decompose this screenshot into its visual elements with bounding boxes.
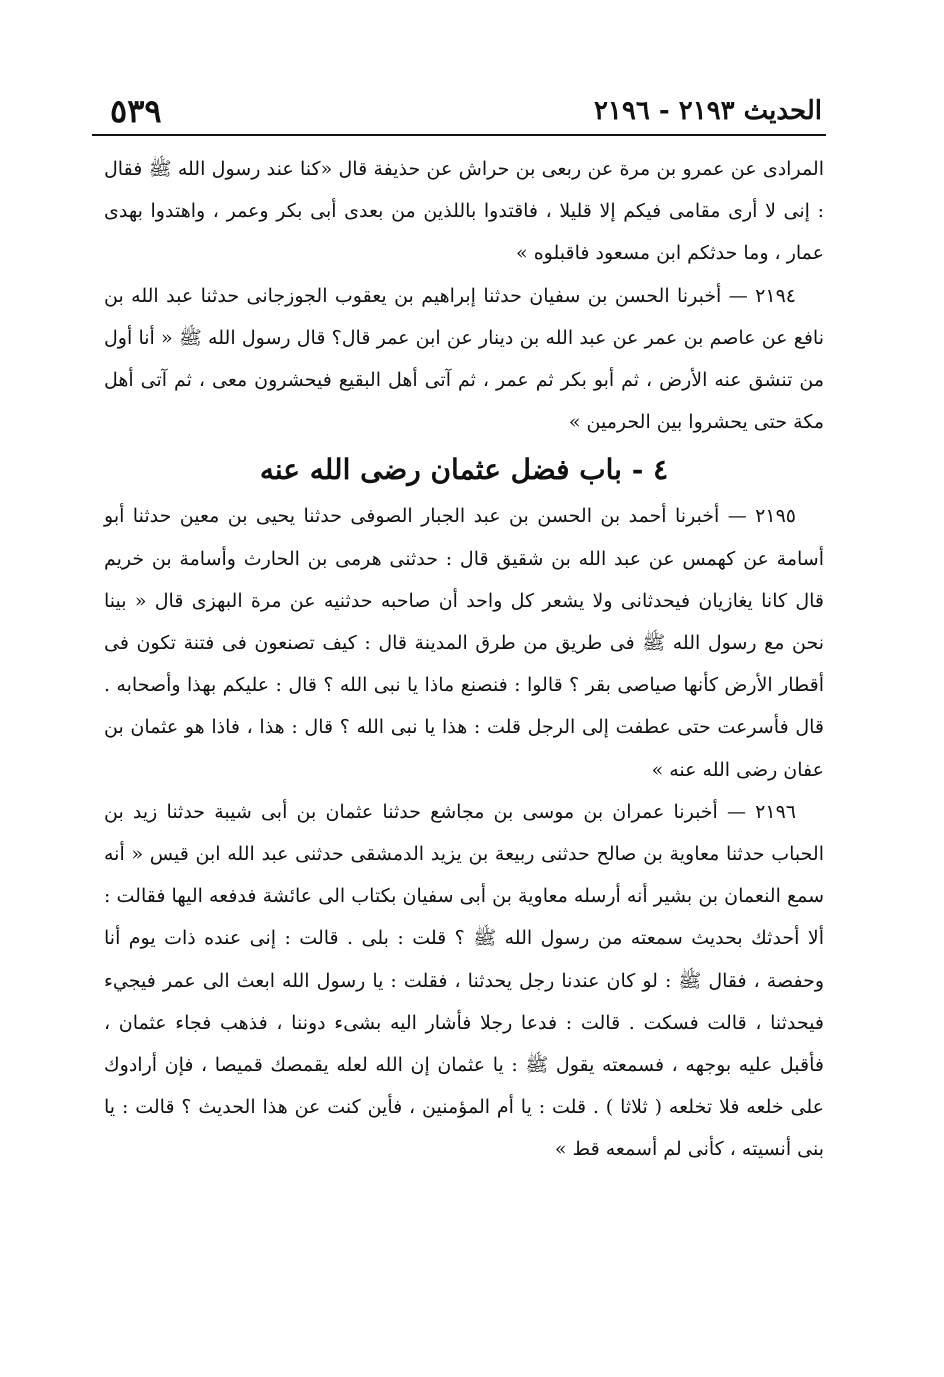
- paragraph-continuation: المرادى عن عمرو بن مرة عن ربعى بن حراش عن حذيفة قال «كنا عند رسول الله ﷺ فقال : إنى لا أرى مقامى فيكم إلا قليلا ، فاقتدوا باللذين من بعدى أبى بكر وعمر ، واهتدوا بهدى عمار ، وما حدثكم ابن مسعود فاقبلوه »: [104, 158, 824, 265]
- hadith-2195: ٢١٩٥ — أخبرنا أحمد بن الحسن بن عبد الجبار الصوفى حدثنا يحيى بن معين حدثنا أبو أسامة عن كهمس عن عبد الله بن شقيق قال : حدثنى هرمى بن الحارث وأسامة بن خريم قال كانا يغازيان فيحدثانى ولا يشعر كل واحد أن صاحبه حدثنيه عن مرة البهزى قال « بينا نحن مع رسول الله ﷺ فى طريق من طرق المدينة قال : كيف تصنعون فى فتنة تكون فى أقطار الأرض كأنها صياصى بقر ؟ قالوا : فنصنع ماذا يا نبى الله ؟ قال : عليكم بهذا وأصحابه . قال فأسرعت حتى عطفت إلى الرجل قلت : هذا يا نبى الله ؟ قال : هذا ، فاذا هو عثمان بن عفان رضى الله عنه »: [104, 505, 824, 781]
- hadith-2194: ٢١٩٤ — أخبرنا الحسن بن سفيان حدثنا إبراهيم بن يعقوب الجوزجانى حدثنا عبد الله بن نافع عن عاصم بن عمر عن عبد الله بن دينار عن ابن عمر قال؟ قال رسول الله ﷺ « أنا أول من تنشق عنه الأرض ، ثم أبو بكر ثم عمر ، ثم آتى أهل البقيع فيحشرون معى ، ثم آتى أهل مكة حتى يحشروا بين الحرمين »: [104, 284, 824, 434]
- page-header: [110, 92, 822, 136]
- hadith-2196: ٢١٩٦ — أخبرنا عمران بن موسى بن مجاشع حدثنا عثمان بن أبى شيبة حدثنا زيد بن الحباب حدثنا معاوية بن صالح حدثنى ربيعة بن يزيد الدمشقى حدثنى عبد الله ابن قيس « أنه سمع النعمان بن بشير أنه أرسله معاوية بن أبى سفيان بكتاب الى عائشة فدفعه اليها فقالت : ألا أحدثك بحديث سمعته من رسول الله ﷺ ؟ قلت : بلى . قالت : إنى عنده ذات يوم أنا وحفصة ، فقال ﷺ : لو كان عندنا رجل يحدثنا ، فقلت : يا رسول الله ابعث الى عمر فيجيء فيحدثنا ، قالت فسكت . قالت : فدعا رجلا فأشار اليه بشىء دوننا ، فذهب فجاء عثمان ، فأقبل عليه بوجهه ، فسمعته يقول ﷺ : يا عثمان إن الله لعله يقمصك قميصا ، فإن أرادوك على خلعه فلا تخلعه ( ثلاثا ) . قلت : يا أم المؤمنين ، فأين كنت عن هذا الحديث ؟ قالت : يا بنى أنسيته ، كأنى لم أسمعه قط »: [104, 800, 824, 1161]
- header-rule: [92, 134, 826, 136]
- chapter-heading: ٤ - باب فضل عثمان رضى الله عنه: [259, 453, 669, 487]
- running-title: الحديث ٢١٩٣ - ٢١٩٦: [593, 96, 822, 126]
- page-body: [104, 148, 824, 1171]
- page-number: ٥٣٩: [110, 92, 162, 130]
